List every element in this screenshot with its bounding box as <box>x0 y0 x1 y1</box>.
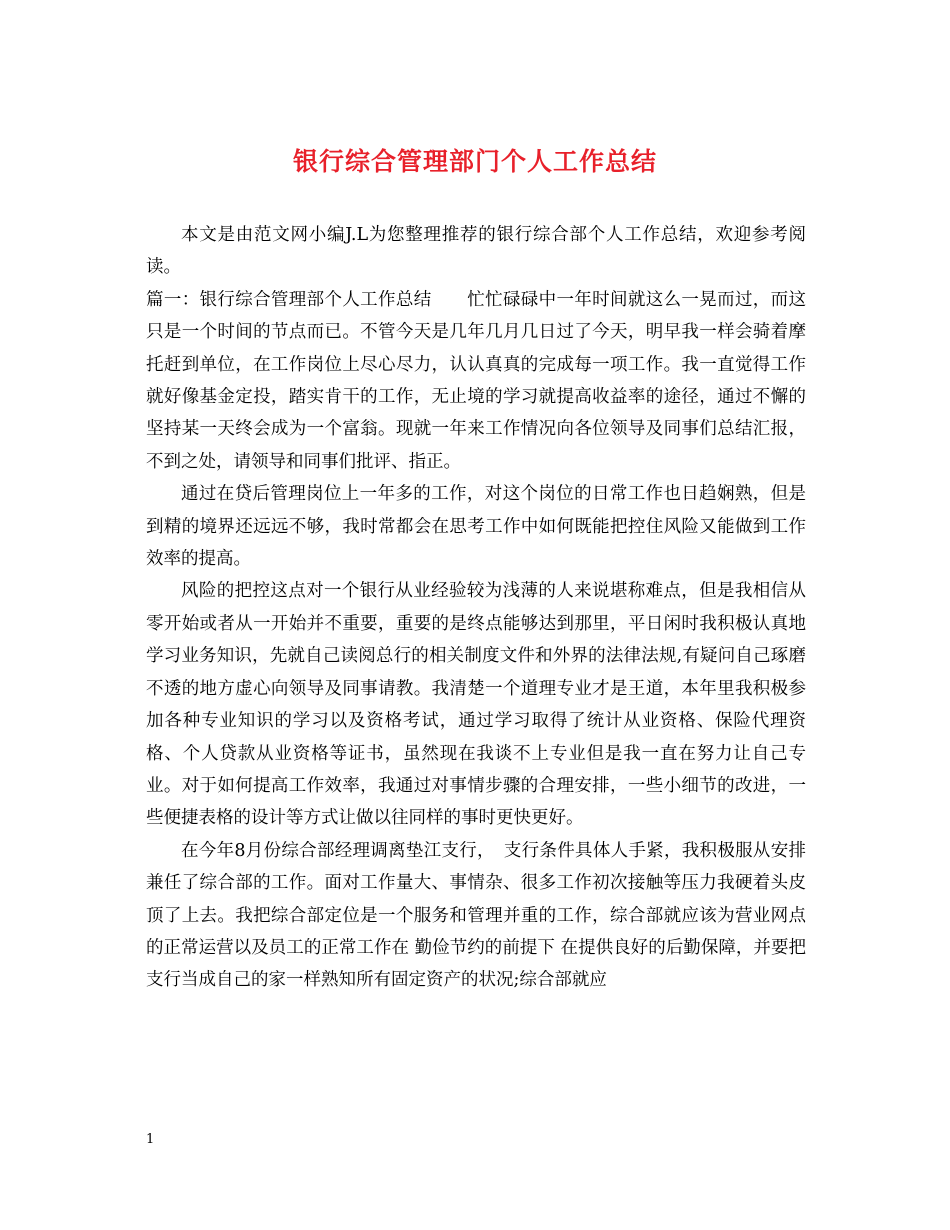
page-number: 1 <box>146 1132 155 1147</box>
paragraph-general-department: 在今年8月份综合部经理调离垫江支行， 支行条件具体人手紧，我积极服从安排兼任了综合部的工作。面对工作量大、事情杂、很多工作初次接触等压力我硬着头皮顶了上去。我把综合部定位是一个服务和管理并重的工作，综合部就应该为营业网点的正常运营以及员工的正常工作在 勤俭节约的前提下 在提供良好的后勤保障，并要把支行当成自己的家一样熟知所有固定资产的状况;综合部就应 <box>146 840 806 991</box>
paragraph-intro: 本文是由范文网小编J.L为您整理推荐的银行综合部个人工作总结，欢迎参考阅读。 <box>146 225 806 278</box>
paragraph-post-loan: 通过在贷后管理岗位上一年多的工作，对这个岗位的日常工作也日趋娴熟，但是到精的境界还远远不够，我时常都会在思考工作中如何既能把控住风险又能做到工作效率的提高。 <box>146 484 806 570</box>
paragraph-risk-control: 风险的把控这点对一个银行从业经验较为浅薄的人来说堪称难点，但是我相信从零开始或者从一开始并不重要，重要的是终点能够达到那里，平日闲时我积极认真地学习业务知识，先就自己读阅总行的相关制度文件和外界的法律法规,有疑问自己琢磨不透的地方虚心向领导及同事请教。我清楚一个道理专业才是王道，本年里我积极参加各种专业知识的学习以及资格考试，通过学习取得了统计从业资格、保险代理资格、个人贷款从业资格等证书，虽然现在我谈不上专业但是我一直在努力让自己专业。对于如何提高工作效率，我通过对事情步骤的合理安排，一些小细节的改进，一些便捷表格的设计等方式让做以往同样的事时更快更好。 <box>146 581 806 829</box>
paragraph-section-one: 篇一：银行综合管理部个人工作总结 忙忙碌碌中一年时间就这么一晃而过，而这只是一个时间的节点而已。不管今天是几年几月几日过了今天，明早我一样会骑着摩托赶到单位，在工作岗位上尽心尽力，认认真真的完成每一项工作。我一直觉得工作就好像基金定投，踏实肯干的工作，无止境的学习就提高收益率的途径，通过不懈的坚持某一天终会成为一个富翁。现就一年来工作情况向各位领导及同事们总结汇报，不到之处，请领导和同事们批评、指正。 <box>146 289 806 472</box>
document-body <box>146 219 806 997</box>
document-title: 银行综合管理部门个人工作总结 <box>292 147 657 176</box>
